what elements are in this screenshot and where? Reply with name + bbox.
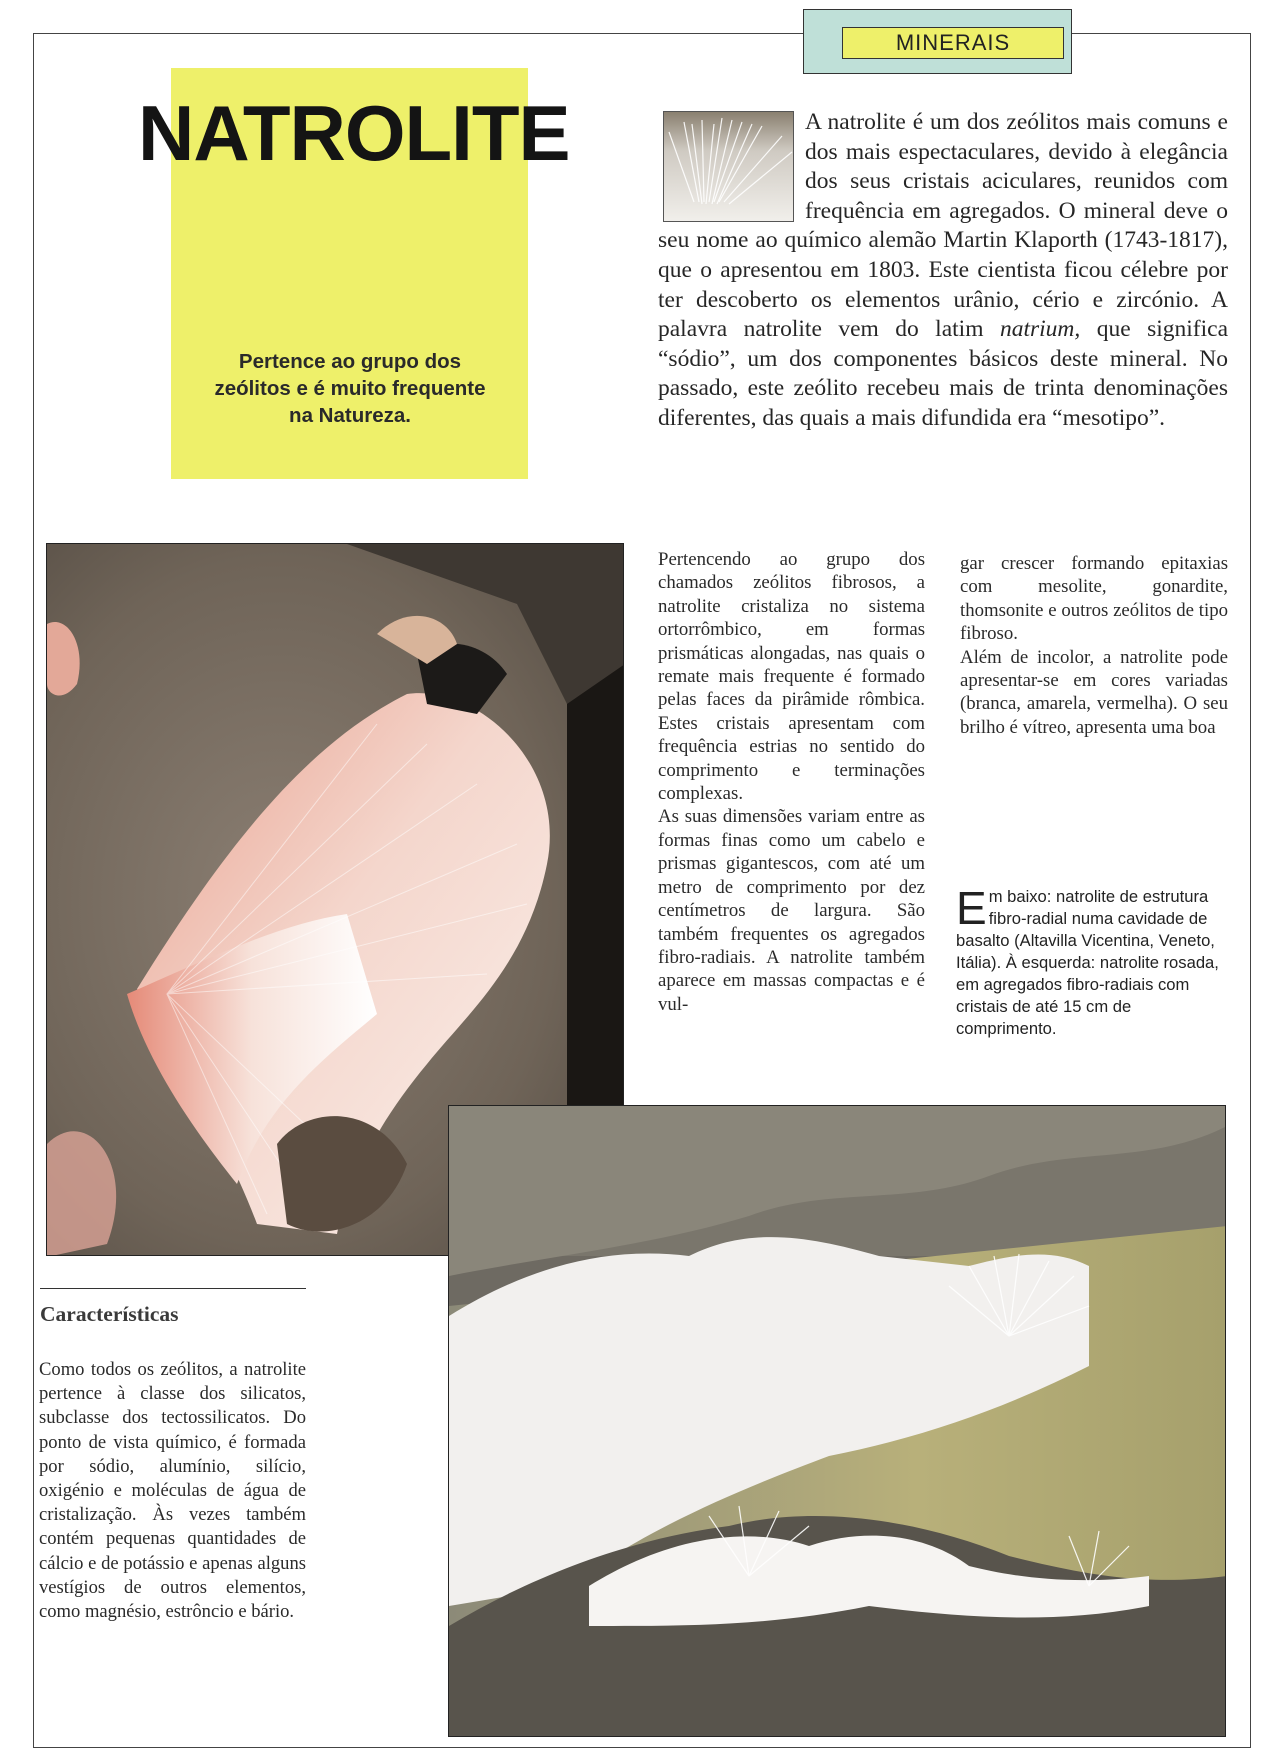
col2-paragraph-1: gar crescer formando epitaxias com mesolite, gonardite, thomsonite e outros zeólitos de tipo fibroso. <box>960 553 1228 645</box>
characteristics-heading: Características <box>40 1302 179 1326</box>
caption-dropcap: E <box>956 882 987 934</box>
intro-italic-term: natrium, <box>999 316 1081 343</box>
page-subtitle: Pertence ao grupo dos zeólitos e é muito frequente na Natureza. <box>214 350 486 427</box>
col2-paragraph-2: Além de incolor, a natrolite pode apresentar-se em cores variadas (branca, amarela, vermelha). O seu brilho é vítreo, apresenta uma boa <box>960 646 1228 738</box>
characteristics-text <box>39 1358 306 1624</box>
photo-white-natrolite-basalt <box>448 1105 1226 1737</box>
page-title: NATROLITE <box>138 89 570 177</box>
section-tab-label: MINERAIS <box>842 27 1064 59</box>
col1-paragraph-2: As suas dimensões variam entre as formas finas como um cabelo e prismas gigantescos, com até um metro de comprimento por dez centímetros de largura. São também frequentes os agregados fibro-radiais. A natrolite também aparece em massas compactas e é vul- <box>658 806 925 1015</box>
photo-caption <box>956 882 1222 1040</box>
body-column-1 <box>658 548 925 1016</box>
intro-paragraph <box>658 108 1228 434</box>
section-divider <box>40 1288 306 1289</box>
caption-text: m baixo: natrolite de estrutura fibro-radial numa cavidade de basalto (Altavilla Vicentina, Veneto, Itália). À esquerda: natrolite rosada, em agregados fibro-radiais com cristais de até 15 cm de comprimento. <box>956 887 1219 1038</box>
intro-text-a: A natrolite é um dos zeólitos mais comuns e dos mais espectaculares, devido à elegância dos seus cristais aciculares, reunidos com frequência em agregados. O mineral deve o seu nome ao químico alemão Martin Klaporth (1743-1817), que o apresentou em 1803. Este cientista ficou célebre por ter descoberto os elementos urânio, cério e zircónio. A palavra natrolite vem do latim <box>658 109 1228 343</box>
characteristics-paragraph: Como todos os zeólitos, a natrolite pertence à classe dos silicatos, subclasse dos tectossilicatos. Do ponto de vista químico, é formada por sódio, alumínio, silício, oxigénio e moléculas de água de cristalização. Às vezes também contém pequenas quantidades de cálcio e de potássio e apenas alguns vestígios de outros elementos, como magnésio, estrôncio e bário. <box>39 1359 306 1623</box>
body-column-2 <box>960 552 1228 739</box>
col1-paragraph-1: Pertencendo ao grupo dos chamados zeólitos fibrosos, a natrolite cristaliza no sistema ortorrômbico, em formas prismáticas alongadas, nas quais o remate mais frequente é formado pelas faces da pirâmide rômbica. Estes cristais apresentam com frequência estrias no sentido do comprimento e terminações complexas. <box>658 549 925 805</box>
intro-text-b: que significa “sódio”, um dos componentes básicos deste mineral. No passado, este zeólito recebeu mais de trinta denominações diferentes, das quais a mais difundida era “mesotipo”. <box>658 316 1228 431</box>
thumbnail-spacer <box>658 108 805 224</box>
